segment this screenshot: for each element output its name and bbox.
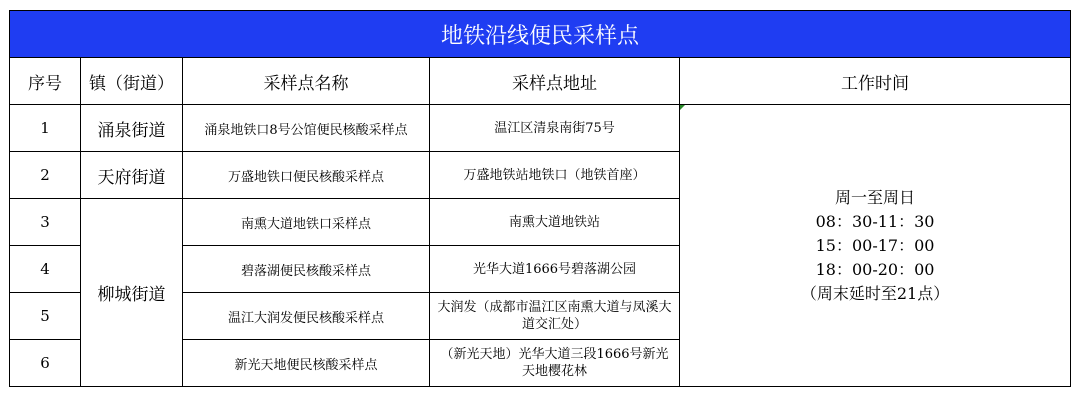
row-address: 大润发（成都市温江区南熏大道与凤溪大道交汇处） bbox=[430, 293, 680, 340]
hours-morning: 08：30-11：30 bbox=[815, 211, 935, 231]
row-seq: 4 bbox=[10, 246, 81, 293]
row-town-merged: 柳城街道 bbox=[81, 199, 183, 387]
cell-comment-marker bbox=[680, 105, 685, 110]
row-seq: 3 bbox=[10, 199, 81, 246]
working-hours-cell bbox=[680, 105, 1071, 387]
row-address: 温江区清泉南街75号 bbox=[430, 105, 680, 152]
header-row bbox=[10, 58, 1071, 105]
row-name: 万盛地铁口便民核酸采样点 bbox=[183, 152, 430, 199]
row-seq: 6 bbox=[10, 340, 81, 387]
row-name: 新光天地便民核酸采样点 bbox=[183, 340, 430, 387]
table-title: 地铁沿线便民采样点 bbox=[10, 11, 1071, 58]
row-address: 南熏大道地铁站 bbox=[430, 199, 680, 246]
row-seq: 5 bbox=[10, 293, 81, 340]
row-name: 温江大润发便民核酸采样点 bbox=[183, 293, 430, 340]
sampling-points-sheet bbox=[9, 10, 1070, 390]
hours-evening: 18：00-20：00 bbox=[815, 259, 935, 279]
header-town: 镇（街道） bbox=[81, 58, 183, 105]
hours-afternoon: 15：00-17：00 bbox=[815, 235, 935, 255]
row-seq: 2 bbox=[10, 152, 81, 199]
hours-weekend-note: （周末延时至21点） bbox=[800, 283, 950, 303]
row-address: （新光天地）光华大道三段1666号新光天地樱花林 bbox=[430, 340, 680, 387]
header-hours: 工作时间 bbox=[680, 58, 1071, 105]
sampling-points-table bbox=[9, 10, 1071, 387]
row-name: 南熏大道地铁口采样点 bbox=[183, 199, 430, 246]
row-town: 涌泉街道 bbox=[81, 105, 183, 152]
header-address: 采样点地址 bbox=[430, 58, 680, 105]
row-town: 天府街道 bbox=[81, 152, 183, 199]
title-row bbox=[10, 11, 1071, 58]
row-name: 碧落湖便民核酸采样点 bbox=[183, 246, 430, 293]
header-seq: 序号 bbox=[10, 58, 81, 105]
table-row bbox=[10, 105, 1071, 152]
hours-days: 周一至周日 bbox=[835, 187, 916, 207]
row-seq: 1 bbox=[10, 105, 81, 152]
row-address: 万盛地铁站地铁口（地铁首座） bbox=[430, 152, 680, 199]
row-address: 光华大道1666号碧落湖公园 bbox=[430, 246, 680, 293]
row-name: 涌泉地铁口8号公馆便民核酸采样点 bbox=[183, 105, 430, 152]
header-name: 采样点名称 bbox=[183, 58, 430, 105]
